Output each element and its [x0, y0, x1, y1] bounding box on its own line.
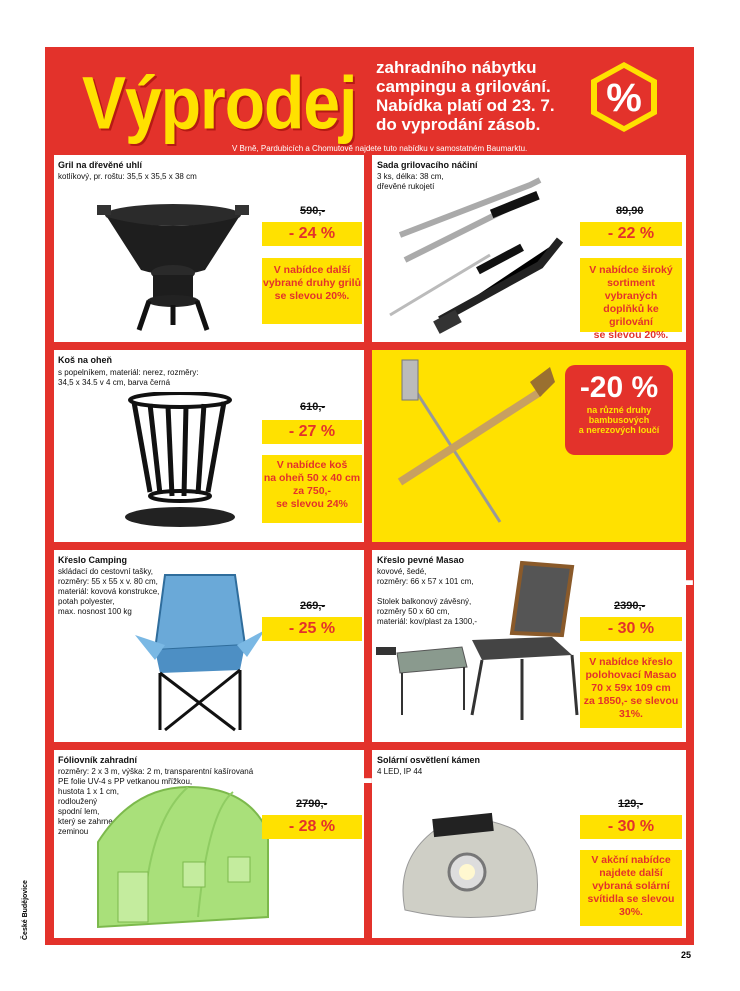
solar-stone-image	[395, 810, 545, 930]
product-price: 450,-	[274, 160, 361, 204]
product-name: Solární osvětlení kámen	[377, 755, 481, 765]
subtitle-line: zahradního nábytku	[376, 58, 537, 77]
product-desc: 3 ks, délka: 38 cm, dřevěné rukojetí	[377, 172, 444, 191]
torches-image	[390, 352, 570, 537]
product-note: V nabídce další vybrané druhy grilů se slevou 20%.	[262, 258, 362, 324]
promo-value: -20 %	[579, 371, 659, 404]
product-desc: kotlíkový, pr. roštu: 35,5 x 35,5 x 38 cm	[58, 172, 197, 181]
product-old-price: 590,-	[300, 205, 326, 217]
product-old-price: 2790,-	[296, 798, 328, 810]
product-price: 2000,-	[265, 756, 373, 800]
discount-badge: - 24 %	[262, 222, 362, 246]
product-note: V nabídce široký sortiment vybraných doplňků ke grilování se slevou 20%.	[580, 258, 682, 332]
subtitle-line: Nabídka platí od 23. 7.	[376, 96, 555, 115]
discount-badge: - 22 %	[580, 222, 682, 246]
grill-image	[95, 195, 255, 335]
product-desc: s popelníkem, materiál: nerez, rozměry: 34,5 x 34.5 v 4 cm, barva černá	[58, 368, 199, 387]
product-desc: 4 LED, IP 44	[377, 767, 423, 776]
masao-chair-image	[372, 555, 587, 740]
camping-chair-image	[125, 565, 265, 740]
product-old-price: 89,90	[616, 205, 644, 217]
product-price: 450,-	[274, 356, 361, 400]
promo-badge	[565, 365, 673, 455]
header-subline: V Brně, Pardubicích a Chomutově najdete tuto nabídku v samostatném Baumarktu.	[232, 144, 528, 153]
discount-badge: - 30 %	[580, 617, 682, 641]
percent-badge-icon	[587, 60, 661, 134]
product-name: Křeslo pevné Masao	[377, 555, 465, 565]
product-desc: kovové, šedé, rozměry: 66 x 57 x 101 cm, Stolek balkonový závěsný, rozměry 50 x 60 cm, materiál: kov/plast za 1300,-	[377, 567, 478, 626]
product-name: Křeslo Camping	[58, 555, 128, 565]
product-price: 90,-	[604, 756, 669, 800]
discount-badge: - 27 %	[262, 420, 362, 444]
product-old-price: 610,-	[300, 401, 326, 413]
product-desc: rozměry: 2 x 3 m, výška: 2 m, transparentní kašírovaná PE folie UV-4 s PP vetkanou mřížkou, hustota 1 x 1 cm, rodloužený spodní lem, který se zahrne zeminou	[58, 767, 254, 836]
product-name: Koš na oheň	[58, 355, 113, 365]
product-note: V nabídce koš na oheň 50 x 40 cm za 750,- se slevou 24%	[262, 455, 362, 523]
bbq-tools-image	[380, 165, 580, 335]
vertical-label: České Budějovice	[22, 880, 29, 940]
header-subtitle	[376, 58, 596, 134]
product-old-price: 2390,-	[614, 600, 646, 612]
product-note: V nabídce křeslo polohovací Masao 70 x 59x 109 cm za 1850,- se slevou 31%.	[580, 652, 682, 728]
product-desc: skládací do cestovní tašky, rozměry: 55 x 55 x v. 80 cm, materiál: kovová konstrukce, potah polyester, max. nosnost 100 kg	[58, 567, 160, 616]
subtitle-line: campingu a grilování.	[376, 77, 551, 96]
product-price: 1650,-	[586, 558, 694, 602]
page-title: Výprodej	[82, 61, 357, 145]
discount-badge: - 30 %	[580, 815, 682, 839]
product-name: Fóliovník zahradní	[58, 755, 138, 765]
greenhouse-image	[88, 782, 273, 932]
subtitle-line: do vyprodání zásob.	[376, 115, 541, 134]
page-number: 25	[681, 950, 692, 960]
product-name: Sada grilovacího náčiní	[377, 160, 478, 170]
product-old-price: 269,-	[300, 600, 326, 612]
product-note: V akční nabídce najdete další vybraná solární svítidla se slevou 30%.	[580, 850, 682, 926]
fire-basket-image	[120, 392, 240, 532]
discount-badge: - 25 %	[262, 617, 362, 641]
product-name: Gril na dřevěné uhlí	[58, 160, 143, 170]
discount-badge: - 28 %	[262, 815, 362, 839]
product-price: 70,-	[600, 160, 665, 204]
product-old-price: 129,-	[618, 798, 644, 810]
product-price: 200,-	[274, 558, 361, 602]
promo-text: na různé druhy bambusových a nerezových loučí	[578, 405, 660, 435]
percent-badge-label: %	[606, 76, 642, 120]
